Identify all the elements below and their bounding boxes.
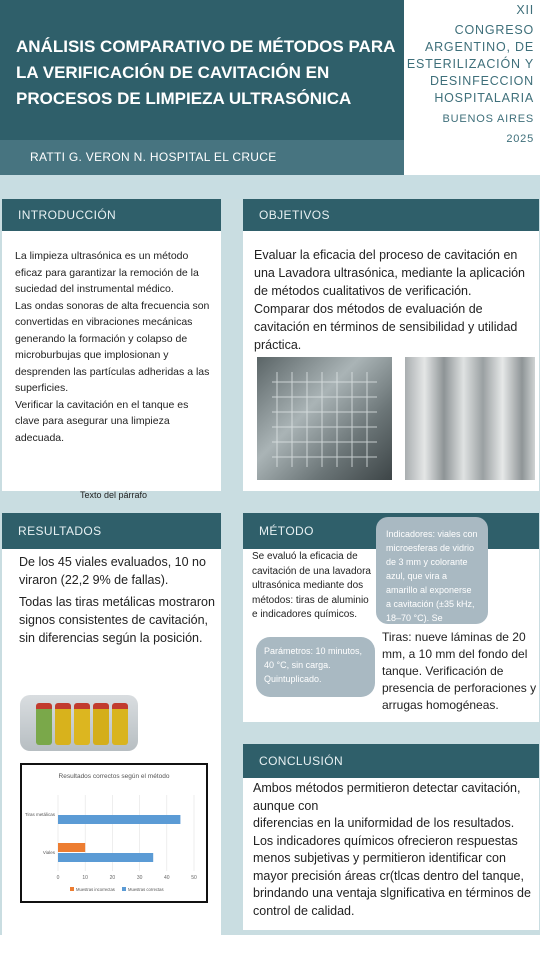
results-chart	[20, 763, 208, 903]
chart-category-label: Tiras metálicas	[24, 812, 55, 817]
results-text	[19, 553, 217, 647]
separator-band	[0, 175, 540, 199]
chart-legend-label: Muestras incorrectas	[76, 887, 115, 892]
tank-grid-drawing	[257, 357, 392, 480]
conclusion-text	[253, 780, 537, 920]
chart-tick-label: 0	[56, 875, 60, 881]
congress-info	[404, 0, 540, 175]
conclusion-paragraph: diferencias en la uniformidad de los resultados. Los indicadores químicos ofrecieron respuestas menos subjetivas y permitieron identificar con mayor precisión áreas cr(tlcas dentro del tanque, brindando una ventaja slgnificativa en términos de control de calidad.	[253, 816, 531, 918]
chart-tick-label: 20	[109, 875, 116, 881]
results-paragraph: Todas las tiras metálicas mostraron signos consistentes de cavitación, sin diferencias según la posición.	[19, 595, 215, 645]
paragraph-caption: Texto del párrafo	[80, 490, 148, 500]
ultrasonic-tank-photo	[257, 357, 392, 480]
chart-title: Resultados correctos según el método	[58, 773, 170, 780]
intro-heading: INTRODUCCIÓN	[2, 199, 221, 231]
congress-edition: XII	[516, 3, 534, 17]
conclusion-paragraph: Ambos métodos permitieron detectar cavitación, aunque con	[253, 781, 521, 813]
strips-text: Tiras: nueve láminas de 20 mm, a 10 mm del fondo del tanque. Verificación de presencia de perforaciones y arrugas homogéneas.	[382, 630, 537, 712]
method-heading: MÉTODO	[243, 513, 539, 549]
vial-image	[93, 703, 109, 745]
results-paragraph: De los 45 viales evaluados, 10 no viraron (22,2 9% de fallas).	[19, 555, 206, 587]
congress-line: DESINFECCION	[429, 74, 534, 88]
chart-legend-swatch	[70, 887, 74, 891]
congress-year: 2025	[506, 133, 534, 145]
results-chart-svg	[22, 765, 206, 901]
congress-line: HOSPITALARIA	[434, 91, 534, 105]
aluminum-strips-photo	[405, 357, 535, 480]
intro-text	[15, 248, 215, 446]
conclusion-heading: CONCLUSIÓN	[243, 744, 539, 778]
vials-photo	[20, 695, 138, 751]
objectives-text	[254, 246, 536, 354]
chart-tick-label: 40	[164, 875, 170, 881]
objectives-paragraph: Comparar dos métodos de evaluación de cavitación en términos de sensibilidad y utilidad práctica.	[254, 302, 518, 352]
chart-tick-label: 10	[82, 875, 88, 881]
chart-bar	[58, 843, 85, 852]
chart-tick-label: 30	[136, 875, 143, 881]
intro-paragraph: La limpieza ultrasónica es un método eficaz para garantizar la remoción de la suciedad del instrumental médico.	[15, 250, 199, 295]
intro-paragraph: Las ondas sonoras de alta frecuencia son convertidas en vibraciones mecánicas generando la formación y colapso de microburbujas que implosionan y desprenden las partículas adheridas a las superficies.	[15, 299, 210, 394]
objectives-heading: OBJETIVOS	[243, 199, 539, 231]
results-heading: RESULTADOS	[2, 513, 221, 549]
chart-legend-swatch	[122, 887, 126, 891]
method-parameters: Parámetros: 10 minutos, 40 °C, sin carga. Quintuplicado.	[256, 637, 375, 697]
chart-tick-label: 50	[191, 875, 197, 881]
authors-line: RATTI G. VERON N. HOSPITAL EL CRUCE	[30, 150, 277, 164]
intro-paragraph: Verificar la cavitación en el tanque es clave para asegurar una limpieza adecuada.	[15, 398, 189, 444]
poster-title: ANÁLISIS COMPARATIVO DE MÉTODOS PARA LA VERIFICACIÓN DE CAVITACIÓN EN PROCESOS DE LIMPIEZA ULTRASÓNICA	[16, 37, 395, 108]
method-text: Se evaluó la eficacia de cavitación de una lavadora ultrasónica mediante dos métodos: tiras de aluminio e indicadores químicos.	[252, 551, 371, 620]
vial-image	[55, 703, 71, 745]
congress-city: BUENOS AIRES	[442, 113, 534, 125]
congress-line: ARGENTINO, DE	[424, 40, 534, 54]
congress-line: ESTERILIZACIÓN Y	[406, 57, 534, 71]
chart-legend-label: Muestras correctas	[128, 887, 164, 892]
vial-image	[112, 703, 128, 745]
objectives-paragraph: Evaluar la eficacia del proceso de cavitación en una Lavadora ultrasónica, mediante la aplicación de métodos cualitativos de verificación.	[254, 248, 526, 298]
vial-image	[36, 703, 52, 745]
congress-line: CONGRESO	[454, 23, 534, 37]
chart-bar	[58, 853, 153, 862]
vial-image	[74, 703, 90, 745]
chart-bar	[58, 815, 180, 824]
chart-category-label: Viales	[42, 850, 55, 855]
indicators-box: Indicadores: viales con microesferas de vidrio de 3 mm y colorante azul, que vira a amarillo al exponerse a cavitación (±35 kHz, 18–70 °C). Se	[376, 517, 488, 624]
